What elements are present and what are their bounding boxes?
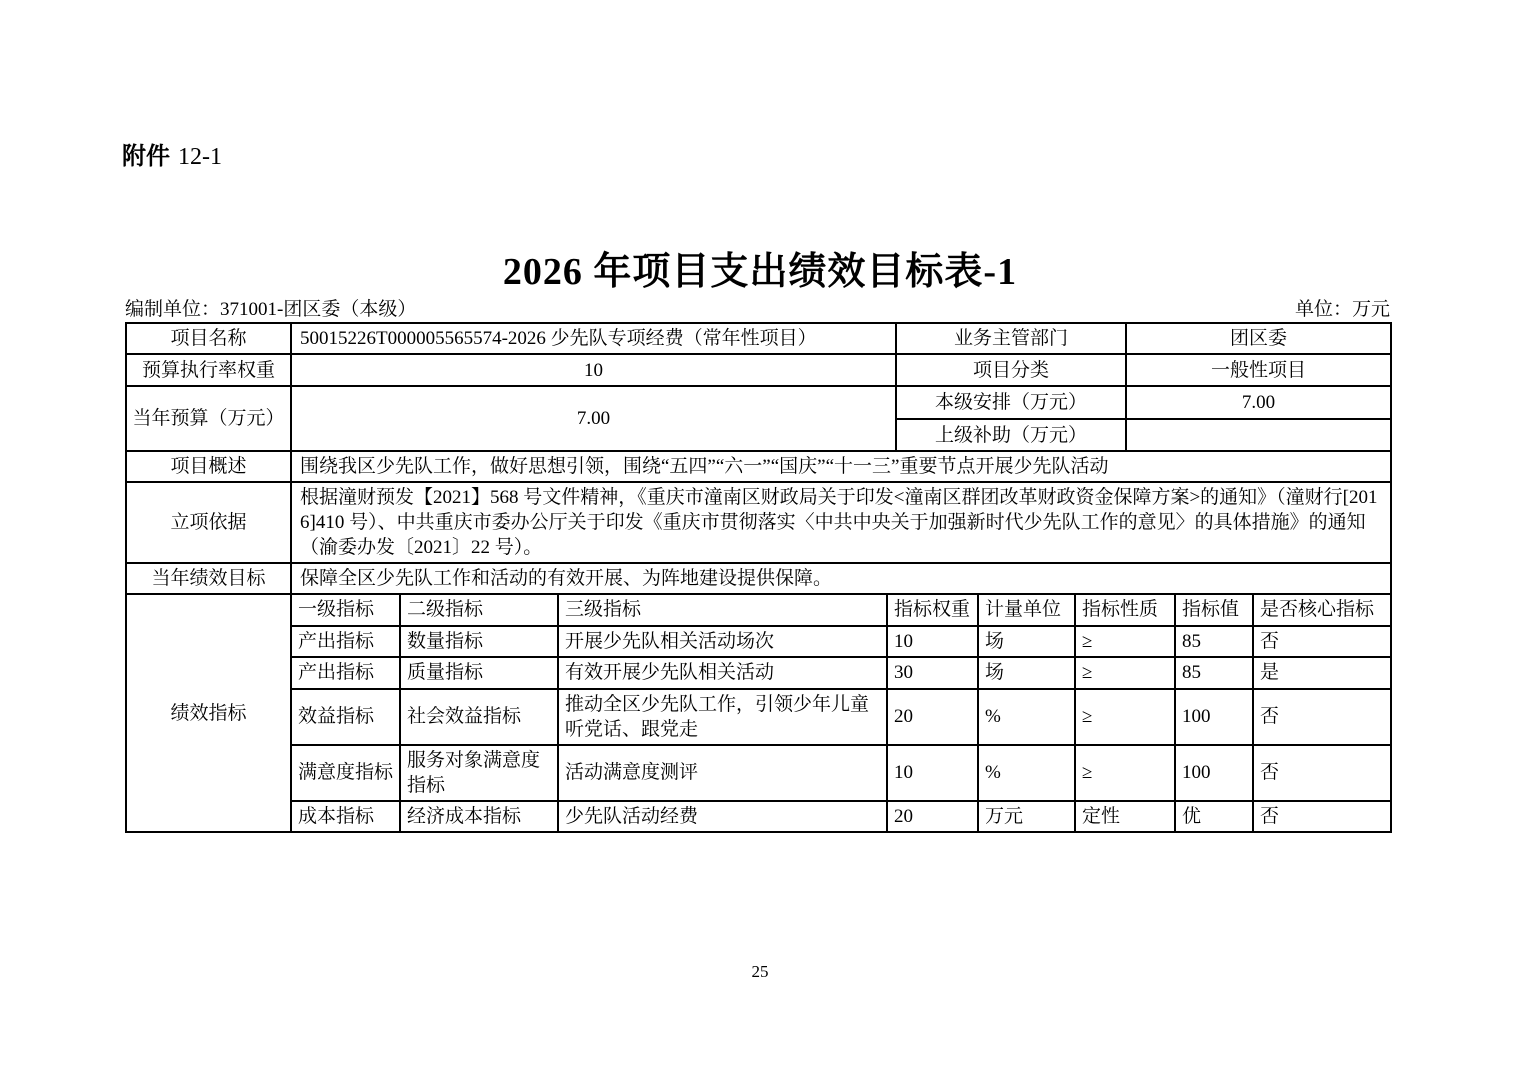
project-name-label: 项目名称 <box>126 323 291 354</box>
basis-label: 立项依据 <box>126 482 291 563</box>
cell-core: 否 <box>1253 689 1391 745</box>
cell-level3: 活动满意度测评 <box>558 745 887 801</box>
header-unit: 计量单位 <box>978 594 1075 625</box>
indicator-row <box>126 626 1391 657</box>
header-nature: 指标性质 <box>1075 594 1175 625</box>
indicators-table <box>125 593 1392 833</box>
cell-weight: 30 <box>887 657 978 689</box>
superior-subsidy-value <box>1126 419 1391 451</box>
cell-level3: 推动全区少先队工作，引领少年儿童听党话、跟党走 <box>558 689 887 745</box>
goal-value: 保障全区少先队工作和活动的有效开展、为阵地建设提供保障。 <box>291 563 1391 594</box>
table-row <box>126 482 1391 563</box>
budget-weight-value: 10 <box>291 354 896 386</box>
cell-level1: 产出指标 <box>291 626 400 657</box>
table-row <box>126 354 1391 386</box>
cell-core: 否 <box>1253 626 1391 657</box>
project-name-value: 50015226T000005565574-2026 少先队专项经费（常年性项目） <box>291 323 896 354</box>
indicators-section-label: 绩效指标 <box>126 594 291 832</box>
superior-subsidy-label: 上级补助（万元） <box>896 419 1126 451</box>
cell-value: 100 <box>1175 689 1253 745</box>
category-label: 项目分类 <box>896 354 1126 386</box>
performance-target-table <box>125 322 1390 833</box>
attachment-prefix: 附件 <box>122 143 170 170</box>
cell-unit: 万元 <box>978 801 1075 832</box>
overview-label: 项目概述 <box>126 451 291 482</box>
cell-core: 是 <box>1253 657 1391 689</box>
budget-weight-label: 预算执行率权重 <box>126 354 291 386</box>
cell-unit: % <box>978 689 1075 745</box>
dept-value: 团区委 <box>1126 323 1391 354</box>
cell-core: 否 <box>1253 801 1391 832</box>
goal-label: 当年绩效目标 <box>126 563 291 594</box>
overview-value: 围绕我区少先队工作，做好思想引领，围绕“五四”“六一”“国庆”“十一三”重要节点开展少先队活动 <box>291 451 1391 482</box>
cell-unit: 场 <box>978 657 1075 689</box>
prepared-by-label: 编制单位：371001-团区委（本级） <box>125 299 417 320</box>
header-value: 指标值 <box>1175 594 1253 625</box>
cell-level3: 少先队活动经费 <box>558 801 887 832</box>
cell-value: 优 <box>1175 801 1253 832</box>
meta-row <box>125 294 1390 321</box>
cell-level2: 社会效益指标 <box>400 689 558 745</box>
cell-weight: 20 <box>887 801 978 832</box>
cell-value: 100 <box>1175 745 1253 801</box>
cell-level1: 满意度指标 <box>291 745 400 801</box>
unit-note: 单位：万元 <box>1294 299 1390 320</box>
indicator-row <box>126 657 1391 689</box>
cell-nature: ≥ <box>1075 626 1175 657</box>
cell-level2: 经济成本指标 <box>400 801 558 832</box>
page-number: 25 <box>751 962 769 981</box>
cell-value: 85 <box>1175 657 1253 689</box>
dept-label: 业务主管部门 <box>896 323 1126 354</box>
cell-nature: 定性 <box>1075 801 1175 832</box>
indicators-header-row <box>126 594 1391 625</box>
annual-budget-label: 当年预算（万元） <box>126 386 291 451</box>
cell-level3: 有效开展少先队相关活动 <box>558 657 887 689</box>
cell-nature: ≥ <box>1075 657 1175 689</box>
table-row <box>126 386 1391 419</box>
project-info-table <box>125 322 1392 595</box>
local-arrangement-value: 7.00 <box>1126 386 1391 419</box>
header-level3: 三级指标 <box>558 594 887 625</box>
table-row <box>126 563 1391 594</box>
table-row <box>126 451 1391 482</box>
indicator-row <box>126 801 1391 832</box>
cell-unit: 场 <box>978 626 1075 657</box>
cell-weight: 20 <box>887 689 978 745</box>
indicator-row <box>126 745 1391 801</box>
header-level2: 二级指标 <box>400 594 558 625</box>
table-row <box>126 323 1391 354</box>
cell-nature: ≥ <box>1075 689 1175 745</box>
header-core: 是否核心指标 <box>1253 594 1391 625</box>
cell-weight: 10 <box>887 745 978 801</box>
cell-nature: ≥ <box>1075 745 1175 801</box>
cell-weight: 10 <box>887 626 978 657</box>
cell-value: 85 <box>1175 626 1253 657</box>
cell-level1: 产出指标 <box>291 657 400 689</box>
attachment-number: 12-1 <box>178 144 222 170</box>
header-level1: 一级指标 <box>291 594 400 625</box>
cell-level1: 效益指标 <box>291 689 400 745</box>
cell-level3: 开展少先队相关活动场次 <box>558 626 887 657</box>
local-arrangement-label: 本级安排（万元） <box>896 386 1126 419</box>
cell-level2: 质量指标 <box>400 657 558 689</box>
annual-budget-value: 7.00 <box>291 386 896 451</box>
category-value: 一般性项目 <box>1126 354 1391 386</box>
cell-unit: % <box>978 745 1075 801</box>
attachment-label <box>122 136 222 171</box>
cell-core: 否 <box>1253 745 1391 801</box>
header-weight: 指标权重 <box>887 594 978 625</box>
cell-level1: 成本指标 <box>291 801 400 832</box>
cell-level2: 服务对象满意度指标 <box>400 745 558 801</box>
page-title: 2026 年项目支出绩效目标表-1 <box>502 251 1018 293</box>
basis-value: 根据潼财预发【2021】568 号文件精神，《重庆市潼南区财政局关于印发<潼南区群团改革财政资金保障方案>的通知》（潼财行[2016]410 号）、中共重庆市委办公厅关于印发《重庆市贯彻落实〈中共中央关于加强新时代少先队工作的意见〉的具体措施》的通知（渝委办发〔2021〕22 号）。 <box>291 482 1391 563</box>
cell-level2: 数量指标 <box>400 626 558 657</box>
indicator-row <box>126 689 1391 745</box>
